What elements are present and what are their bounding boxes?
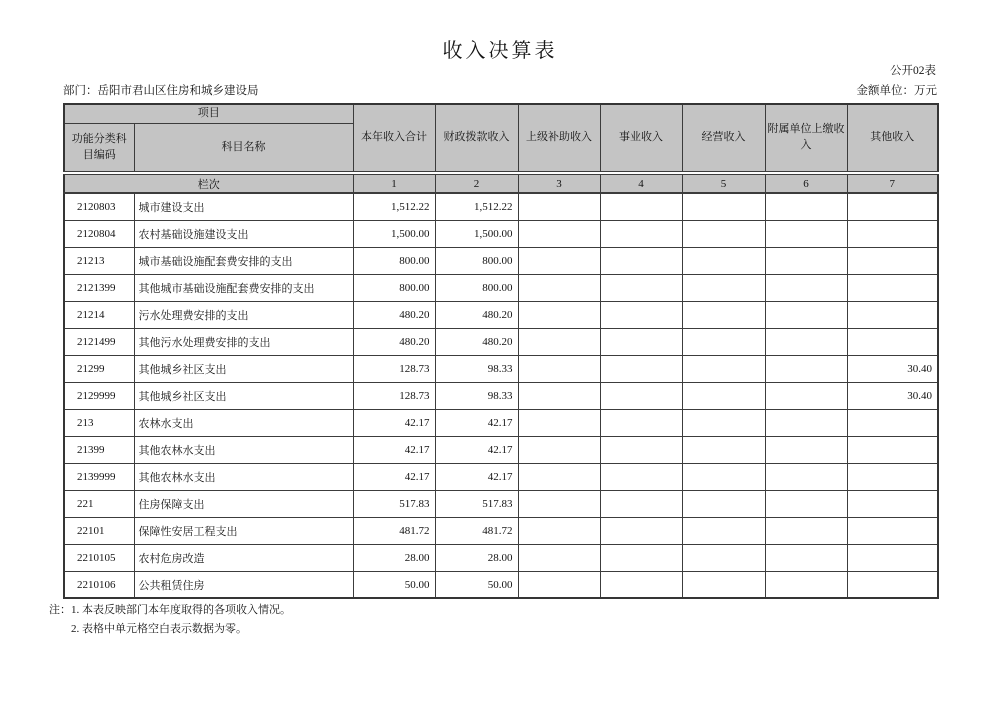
row-amount-cell: [765, 355, 847, 382]
row-function-code-cell: 2139999: [64, 463, 134, 490]
row-function-code-cell: 2120804: [64, 220, 134, 247]
row-subject-name-cell: 其他城乡社区支出: [134, 382, 353, 409]
table-row: [64, 301, 938, 328]
header-col-affiliated-unit-remittance-income: 附属单位上缴收入: [765, 104, 847, 173]
row-amount-cell: [600, 274, 682, 301]
row-amount-cell: 42.17: [353, 463, 435, 490]
column-number-7: 7: [847, 173, 938, 193]
column-index-row: [64, 173, 938, 193]
row-subject-name-cell: 其他城乡社区支出: [134, 355, 353, 382]
row-amount-cell: [765, 274, 847, 301]
row-function-code-cell: 21214: [64, 301, 134, 328]
row-amount-cell: [518, 490, 600, 517]
header-project: 项目: [64, 104, 353, 123]
row-amount-cell: 1,512.22: [435, 193, 518, 220]
row-amount-cell: 481.72: [353, 517, 435, 544]
row-subject-name-cell: 公共租赁住房: [134, 571, 353, 598]
table-code-label: 公开02表: [890, 65, 936, 77]
row-subject-name-cell: 住房保障支出: [134, 490, 353, 517]
row-amount-cell: [600, 517, 682, 544]
row-amount-cell: 480.20: [353, 328, 435, 355]
column-index-label: 栏次: [64, 173, 353, 193]
row-amount-cell: 42.17: [435, 463, 518, 490]
table-row: [64, 247, 938, 274]
row-subject-name-cell: 其他农林水支出: [134, 436, 353, 463]
table-row: [64, 355, 938, 382]
table-row: [64, 382, 938, 409]
row-amount-cell: 128.73: [353, 382, 435, 409]
row-amount-cell: [518, 301, 600, 328]
table-row: [64, 544, 938, 571]
row-amount-cell: 98.33: [435, 382, 518, 409]
header-col-annual-income-total: 本年收入合计: [353, 104, 435, 173]
row-amount-cell: [847, 247, 938, 274]
row-amount-cell: [600, 436, 682, 463]
row-amount-cell: [600, 220, 682, 247]
row-amount-cell: [765, 517, 847, 544]
row-amount-cell: [847, 490, 938, 517]
column-number-3: 3: [518, 173, 600, 193]
row-subject-name-cell: 污水处理费安排的支出: [134, 301, 353, 328]
row-amount-cell: 800.00: [435, 247, 518, 274]
row-amount-cell: [518, 355, 600, 382]
column-number-4: 4: [600, 173, 682, 193]
row-subject-name-cell: 城市基础设施配套费安排的支出: [134, 247, 353, 274]
row-function-code-cell: 21399: [64, 436, 134, 463]
row-amount-cell: [765, 193, 847, 220]
row-amount-cell: 800.00: [435, 274, 518, 301]
row-amount-cell: [600, 328, 682, 355]
row-amount-cell: [765, 463, 847, 490]
row-amount-cell: [600, 301, 682, 328]
row-function-code-cell: 2120803: [64, 193, 134, 220]
row-function-code-cell: 2129999: [64, 382, 134, 409]
row-subject-name-cell: 其他污水处理费安排的支出: [134, 328, 353, 355]
row-subject-name-cell: 保障性安居工程支出: [134, 517, 353, 544]
header-col-business-income: 事业收入: [600, 104, 682, 173]
table-row: [64, 409, 938, 436]
row-amount-cell: [518, 220, 600, 247]
row-amount-cell: [765, 571, 847, 598]
table-row: [64, 463, 938, 490]
header-function-code: 功能分类科目编码: [64, 123, 134, 173]
row-amount-cell: [518, 436, 600, 463]
row-amount-cell: 1,500.00: [435, 220, 518, 247]
row-amount-cell: [847, 328, 938, 355]
row-amount-cell: 50.00: [435, 571, 518, 598]
row-amount-cell: 128.73: [353, 355, 435, 382]
row-amount-cell: 480.20: [435, 301, 518, 328]
row-amount-cell: [765, 328, 847, 355]
table-row: [64, 274, 938, 301]
row-amount-cell: 50.00: [353, 571, 435, 598]
row-amount-cell: [518, 409, 600, 436]
row-amount-cell: [847, 436, 938, 463]
row-amount-cell: [518, 571, 600, 598]
row-amount-cell: [765, 247, 847, 274]
row-amount-cell: 30.40: [847, 355, 938, 382]
header-col-operating-income: 经营收入: [682, 104, 765, 173]
row-amount-cell: 480.20: [435, 328, 518, 355]
row-amount-cell: [682, 571, 765, 598]
note-line-1: 1. 本表反映部门本年度取得的各项收入情况。: [71, 604, 291, 616]
row-amount-cell: [682, 517, 765, 544]
row-amount-cell: 480.20: [353, 301, 435, 328]
row-amount-cell: 98.33: [435, 355, 518, 382]
page-title: 收入决算表: [442, 40, 558, 62]
notes-lines: [71, 601, 291, 638]
row-amount-cell: [600, 409, 682, 436]
row-amount-cell: 1,512.22: [353, 193, 435, 220]
table-row: [64, 571, 938, 598]
header-row-project: [64, 104, 938, 123]
row-amount-cell: [600, 490, 682, 517]
row-amount-cell: 481.72: [435, 517, 518, 544]
row-function-code-cell: 2210106: [64, 571, 134, 598]
row-amount-cell: [765, 301, 847, 328]
row-amount-cell: [518, 463, 600, 490]
row-amount-cell: 517.83: [435, 490, 518, 517]
row-amount-cell: 800.00: [353, 274, 435, 301]
row-amount-cell: [682, 355, 765, 382]
income-table: [63, 103, 939, 599]
row-amount-cell: [682, 463, 765, 490]
row-amount-cell: [682, 382, 765, 409]
notes-prefix: 注：: [49, 604, 71, 616]
column-number-1: 1: [353, 173, 435, 193]
table-row: [64, 517, 938, 544]
meta-row: [63, 82, 937, 98]
table-row: [64, 490, 938, 517]
table-row: [64, 220, 938, 247]
row-subject-name-cell: 农村危房改造: [134, 544, 353, 571]
row-amount-cell: [847, 193, 938, 220]
column-number-5: 5: [682, 173, 765, 193]
footer-notes: [49, 601, 291, 638]
row-amount-cell: [765, 382, 847, 409]
row-amount-cell: [765, 436, 847, 463]
row-amount-cell: [518, 517, 600, 544]
row-function-code-cell: 2121399: [64, 274, 134, 301]
row-amount-cell: [847, 274, 938, 301]
row-amount-cell: [682, 328, 765, 355]
note-line-2: 2. 表格中单元格空白表示数据为零。: [71, 622, 247, 635]
row-function-code-cell: 21213: [64, 247, 134, 274]
row-function-code-cell: 221: [64, 490, 134, 517]
row-function-code-cell: 2121499: [64, 328, 134, 355]
row-amount-cell: 1,500.00: [353, 220, 435, 247]
row-amount-cell: [682, 409, 765, 436]
row-subject-name-cell: 城市建设支出: [134, 193, 353, 220]
row-amount-cell: 28.00: [435, 544, 518, 571]
header-col-fiscal-appropriation-income: 财政拨款收入: [435, 104, 518, 173]
table-body: [64, 193, 938, 598]
row-amount-cell: [682, 247, 765, 274]
row-amount-cell: [765, 220, 847, 247]
table-row: [64, 193, 938, 220]
department-label: 部门：岳阳市君山区住房和城乡建设局: [63, 85, 259, 97]
row-amount-cell: [682, 301, 765, 328]
row-subject-name-cell: 其他城市基础设施配套费安排的支出: [134, 274, 353, 301]
row-amount-cell: [600, 544, 682, 571]
row-amount-cell: 28.00: [353, 544, 435, 571]
header-col-other-income: 其他收入: [847, 104, 938, 173]
row-amount-cell: [600, 193, 682, 220]
table-row: [64, 436, 938, 463]
row-function-code-cell: 2210105: [64, 544, 134, 571]
column-number-2: 2: [435, 173, 518, 193]
row-amount-cell: [847, 463, 938, 490]
row-amount-cell: 800.00: [353, 247, 435, 274]
row-amount-cell: 30.40: [847, 382, 938, 409]
table-row: [64, 328, 938, 355]
row-amount-cell: 42.17: [353, 409, 435, 436]
row-subject-name-cell: 其他农林水支出: [134, 463, 353, 490]
row-amount-cell: [518, 328, 600, 355]
row-amount-cell: [682, 490, 765, 517]
row-amount-cell: [518, 274, 600, 301]
row-amount-cell: [600, 247, 682, 274]
row-amount-cell: [847, 301, 938, 328]
column-number-6: 6: [765, 173, 847, 193]
row-subject-name-cell: 农林水支出: [134, 409, 353, 436]
row-amount-cell: [847, 571, 938, 598]
row-amount-cell: [847, 517, 938, 544]
row-amount-cell: [682, 436, 765, 463]
row-amount-cell: [518, 247, 600, 274]
row-amount-cell: [847, 409, 938, 436]
row-amount-cell: [600, 463, 682, 490]
row-amount-cell: [518, 382, 600, 409]
row-amount-cell: 42.17: [353, 436, 435, 463]
row-amount-cell: 517.83: [353, 490, 435, 517]
row-subject-name-cell: 农村基础设施建设支出: [134, 220, 353, 247]
row-amount-cell: [765, 409, 847, 436]
row-amount-cell: [847, 220, 938, 247]
row-amount-cell: [600, 355, 682, 382]
row-amount-cell: [518, 544, 600, 571]
header-subject-name: 科目名称: [134, 123, 353, 173]
row-amount-cell: [600, 571, 682, 598]
row-amount-cell: [682, 220, 765, 247]
row-function-code-cell: 213: [64, 409, 134, 436]
row-amount-cell: [682, 193, 765, 220]
header-col-superior-subsidy-income: 上级补助收入: [518, 104, 600, 173]
row-amount-cell: [682, 274, 765, 301]
row-amount-cell: [765, 490, 847, 517]
row-amount-cell: [847, 544, 938, 571]
row-amount-cell: [682, 544, 765, 571]
row-amount-cell: [600, 382, 682, 409]
unit-label: 金额单位：万元: [856, 85, 937, 97]
row-amount-cell: 42.17: [435, 409, 518, 436]
row-amount-cell: [518, 193, 600, 220]
row-function-code-cell: 21299: [64, 355, 134, 382]
row-amount-cell: 42.17: [435, 436, 518, 463]
row-function-code-cell: 22101: [64, 517, 134, 544]
row-amount-cell: [765, 544, 847, 571]
